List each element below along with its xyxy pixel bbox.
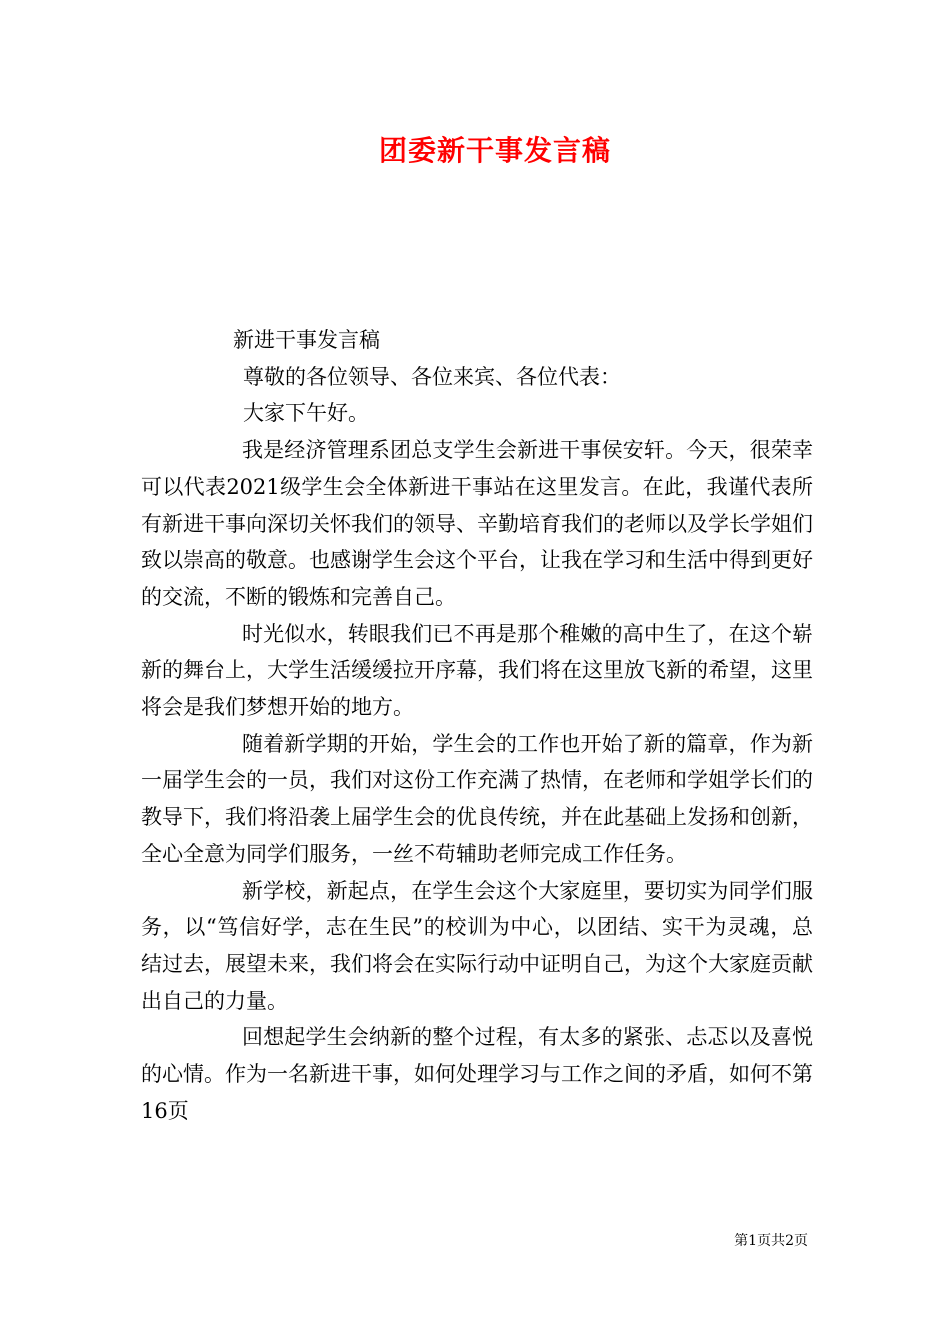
paragraph: 我是经济管理系团总支学生会新进干事侯安轩。今天，很荣幸可以代表2021级学生会全体新进干事站在这里发言。在此，我谨代表所有新进干事向深切关怀我们的领导、辛勤培育我们的老师以及学长学姐们致以崇高的敬意。也感谢学生会这个平台，让我在学习和生活中得到更好的交流，不断的锻炼和完善自己。	[141, 438, 813, 609]
document-subtitle: 新进干事发言稿	[233, 328, 380, 352]
document-title: 团委新干事发言稿	[378, 134, 611, 167]
salutation: 尊敬的各位领导、各位来宾、各位代表：	[243, 364, 621, 389]
greeting: 大家下午好。	[243, 401, 369, 426]
paragraph: 新学校，新起点，在学生会这个大家庭里，要切实为同学们服务，以“笃信好学，志在生民”的校训为中心，以团结、实干为灵魂，总结过去，展望未来，我们将会在实际行动中证明自己，为这个大家庭贡献出自己的力量。	[141, 878, 813, 1013]
paragraph: 时光似水，转眼我们已不再是那个稚嫩的高中生了，在这个崭新的舞台上，大学生活缓缓拉开序幕，我们将在这里放飞新的希望，这里将会是我们梦想开始的地方。	[141, 621, 813, 720]
document-body	[141, 322, 813, 1129]
paragraph: 随着新学期的开始，学生会的工作也开始了新的篇章，作为新一届学生会的一员，我们对这份工作充满了热情，在老师和学姐学长们的教导下，我们将沿袭上届学生会的优良传统，并在此基础上发扬和创新，全心全意为同学们服务，一丝不苟辅助老师完成工作任务。	[141, 731, 813, 866]
page-number: 第1页共2页	[734, 1233, 808, 1249]
paragraph: 回想起学生会纳新的整个过程，有太多的紧张、忐忑以及喜悦的心情。作为一名新进干事，如何处理学习与工作之间的矛盾，如何不第16页	[141, 1025, 813, 1123]
